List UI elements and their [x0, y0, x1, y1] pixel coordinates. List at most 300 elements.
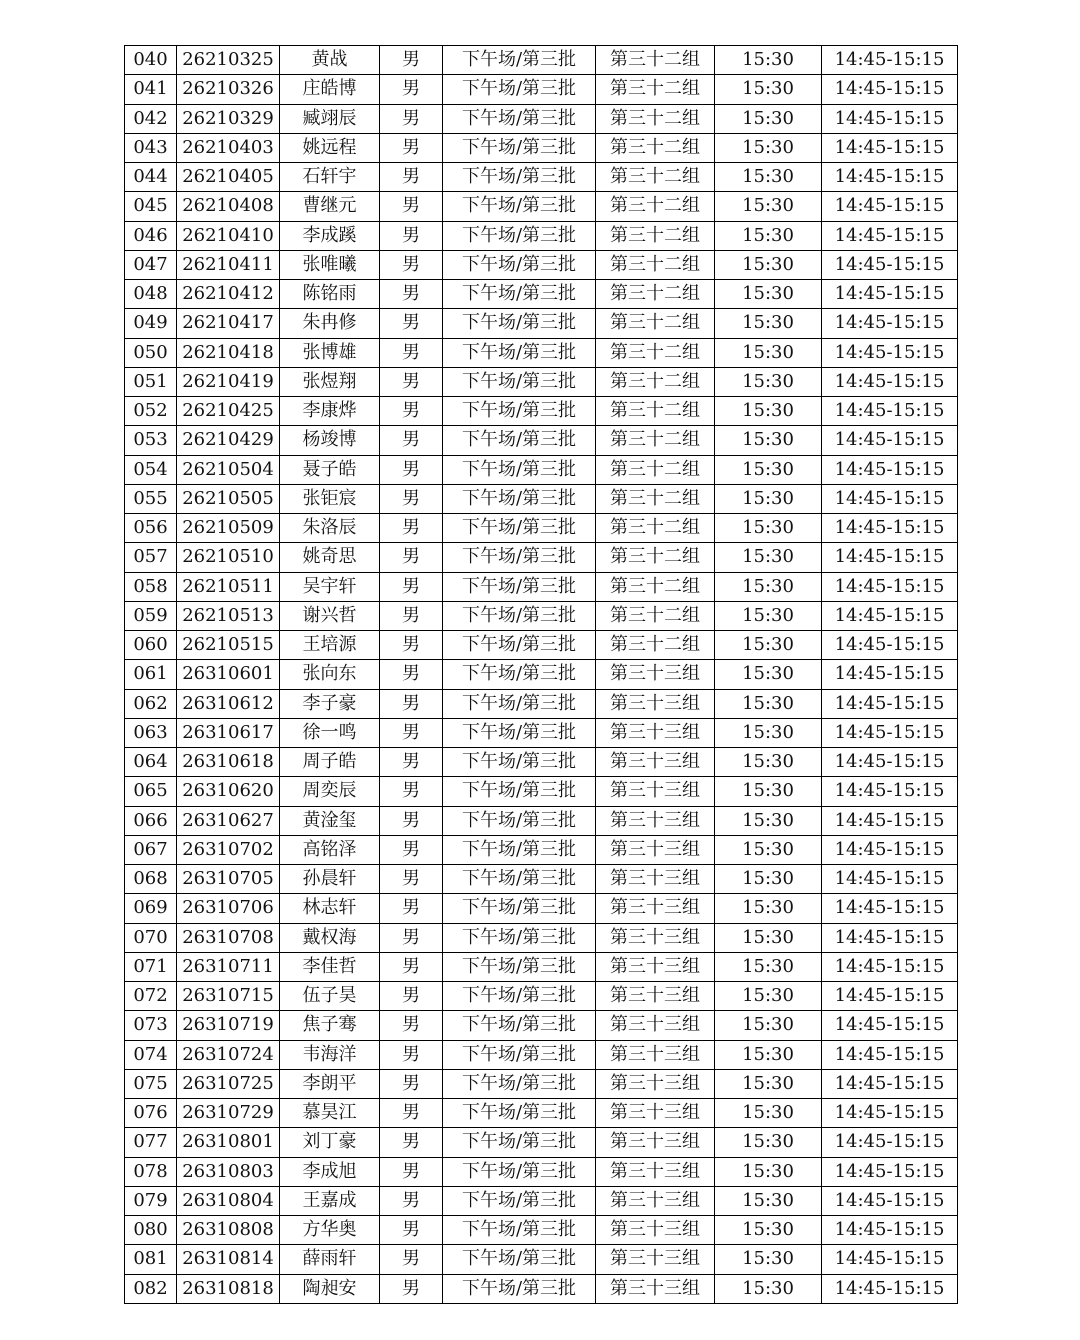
name-cell: 臧翊辰: [280, 104, 380, 133]
seq-cell: 043: [125, 133, 177, 162]
group-cell: 第三十二组: [596, 104, 715, 133]
name-cell: 慕昊江: [280, 1099, 380, 1128]
candidate-id-cell: 26210509: [177, 514, 280, 543]
time-cell: 15:30: [715, 923, 822, 952]
checkin-window-cell: 14:45-15:15: [822, 338, 958, 367]
table-row: [125, 455, 958, 484]
table-row: [125, 426, 958, 455]
gender-cell: 男: [380, 1040, 443, 1069]
seq-cell: 064: [125, 748, 177, 777]
name-cell: 朱洛辰: [280, 514, 380, 543]
gender-cell: 男: [380, 982, 443, 1011]
name-cell: 黄淦玺: [280, 806, 380, 835]
time-cell: 15:30: [715, 894, 822, 923]
name-cell: 李成旭: [280, 1157, 380, 1186]
table-row: [125, 748, 958, 777]
session-cell: 下午场/第三批: [443, 572, 596, 601]
seq-cell: 075: [125, 1069, 177, 1098]
table-row: [125, 309, 958, 338]
candidate-id-cell: 26310725: [177, 1069, 280, 1098]
group-cell: 第三十二组: [596, 367, 715, 396]
schedule-table: [124, 45, 958, 1304]
checkin-window-cell: 14:45-15:15: [822, 367, 958, 396]
time-cell: 15:30: [715, 1040, 822, 1069]
session-cell: 下午场/第三批: [443, 543, 596, 572]
table-row: [125, 1099, 958, 1128]
group-cell: 第三十三组: [596, 1157, 715, 1186]
name-cell: 李佳哲: [280, 952, 380, 981]
time-cell: 15:30: [715, 367, 822, 396]
candidate-id-cell: 26210515: [177, 631, 280, 660]
checkin-window-cell: 14:45-15:15: [822, 455, 958, 484]
seq-cell: 061: [125, 660, 177, 689]
name-cell: 吴宇轩: [280, 572, 380, 601]
table-row: [125, 367, 958, 396]
seq-cell: 057: [125, 543, 177, 572]
seq-cell: 059: [125, 601, 177, 630]
seq-cell: 049: [125, 309, 177, 338]
name-cell: 周奕辰: [280, 777, 380, 806]
seq-cell: 069: [125, 894, 177, 923]
table-row: [125, 484, 958, 513]
name-cell: 李成蹊: [280, 221, 380, 250]
group-cell: 第三十二组: [596, 75, 715, 104]
seq-cell: 062: [125, 689, 177, 718]
group-cell: 第三十三组: [596, 1245, 715, 1274]
seq-cell: 048: [125, 280, 177, 309]
candidate-id-cell: 26210511: [177, 572, 280, 601]
seq-cell: 055: [125, 484, 177, 513]
group-cell: 第三十三组: [596, 777, 715, 806]
name-cell: 谢兴哲: [280, 601, 380, 630]
gender-cell: 男: [380, 1186, 443, 1215]
group-cell: 第三十二组: [596, 514, 715, 543]
group-cell: 第三十三组: [596, 865, 715, 894]
gender-cell: 男: [380, 338, 443, 367]
checkin-window-cell: 14:45-15:15: [822, 543, 958, 572]
seq-cell: 063: [125, 718, 177, 747]
candidate-id-cell: 26310715: [177, 982, 280, 1011]
schedule-table-container: [124, 45, 957, 1304]
table-row: [125, 75, 958, 104]
candidate-id-cell: 26210408: [177, 192, 280, 221]
group-cell: 第三十三组: [596, 1186, 715, 1215]
candidate-id-cell: 26210412: [177, 280, 280, 309]
checkin-window-cell: 14:45-15:15: [822, 952, 958, 981]
gender-cell: 男: [380, 748, 443, 777]
seq-cell: 078: [125, 1157, 177, 1186]
group-cell: 第三十二组: [596, 601, 715, 630]
time-cell: 15:30: [715, 952, 822, 981]
name-cell: 周子皓: [280, 748, 380, 777]
checkin-window-cell: 14:45-15:15: [822, 923, 958, 952]
gender-cell: 男: [380, 484, 443, 513]
checkin-window-cell: 14:45-15:15: [822, 426, 958, 455]
session-cell: 下午场/第三批: [443, 689, 596, 718]
group-cell: 第三十三组: [596, 1069, 715, 1098]
group-cell: 第三十二组: [596, 543, 715, 572]
seq-cell: 070: [125, 923, 177, 952]
name-cell: 林志轩: [280, 894, 380, 923]
table-row: [125, 46, 958, 75]
session-cell: 下午场/第三批: [443, 250, 596, 279]
time-cell: 15:30: [715, 660, 822, 689]
session-cell: 下午场/第三批: [443, 835, 596, 864]
table-row: [125, 1274, 958, 1303]
checkin-window-cell: 14:45-15:15: [822, 631, 958, 660]
seq-cell: 042: [125, 104, 177, 133]
session-cell: 下午场/第三批: [443, 192, 596, 221]
time-cell: 15:30: [715, 777, 822, 806]
candidate-id-cell: 26310708: [177, 923, 280, 952]
gender-cell: 男: [380, 163, 443, 192]
seq-cell: 077: [125, 1128, 177, 1157]
checkin-window-cell: 14:45-15:15: [822, 865, 958, 894]
session-cell: 下午场/第三批: [443, 894, 596, 923]
table-row: [125, 250, 958, 279]
session-cell: 下午场/第三批: [443, 46, 596, 75]
session-cell: 下午场/第三批: [443, 660, 596, 689]
checkin-window-cell: 14:45-15:15: [822, 133, 958, 162]
name-cell: 焦子骞: [280, 1011, 380, 1040]
time-cell: 15:30: [715, 601, 822, 630]
seq-cell: 053: [125, 426, 177, 455]
table-row: [125, 1040, 958, 1069]
group-cell: 第三十二组: [596, 631, 715, 660]
checkin-window-cell: 14:45-15:15: [822, 718, 958, 747]
checkin-window-cell: 14:45-15:15: [822, 1040, 958, 1069]
session-cell: 下午场/第三批: [443, 1186, 596, 1215]
table-row: [125, 1011, 958, 1040]
name-cell: 李朗平: [280, 1069, 380, 1098]
candidate-id-cell: 26310627: [177, 806, 280, 835]
time-cell: 15:30: [715, 572, 822, 601]
table-row: [125, 894, 958, 923]
gender-cell: 男: [380, 426, 443, 455]
candidate-id-cell: 26210510: [177, 543, 280, 572]
name-cell: 石轩宇: [280, 163, 380, 192]
checkin-window-cell: 14:45-15:15: [822, 572, 958, 601]
session-cell: 下午场/第三批: [443, 104, 596, 133]
candidate-id-cell: 26210418: [177, 338, 280, 367]
session-cell: 下午场/第三批: [443, 367, 596, 396]
gender-cell: 男: [380, 1011, 443, 1040]
candidate-id-cell: 26310705: [177, 865, 280, 894]
table-row: [125, 777, 958, 806]
time-cell: 15:30: [715, 543, 822, 572]
gender-cell: 男: [380, 894, 443, 923]
checkin-window-cell: 14:45-15:15: [822, 163, 958, 192]
table-row: [125, 865, 958, 894]
table-row: [125, 280, 958, 309]
checkin-window-cell: 14:45-15:15: [822, 1011, 958, 1040]
checkin-window-cell: 14:45-15:15: [822, 280, 958, 309]
name-cell: 张唯曦: [280, 250, 380, 279]
candidate-id-cell: 26310804: [177, 1186, 280, 1215]
seq-cell: 046: [125, 221, 177, 250]
group-cell: 第三十三组: [596, 923, 715, 952]
group-cell: 第三十三组: [596, 748, 715, 777]
table-row: [125, 543, 958, 572]
checkin-window-cell: 14:45-15:15: [822, 689, 958, 718]
group-cell: 第三十二组: [596, 133, 715, 162]
gender-cell: 男: [380, 309, 443, 338]
checkin-window-cell: 14:45-15:15: [822, 1069, 958, 1098]
session-cell: 下午场/第三批: [443, 601, 596, 630]
candidate-id-cell: 26310818: [177, 1274, 280, 1303]
checkin-window-cell: 14:45-15:15: [822, 221, 958, 250]
name-cell: 朱冉修: [280, 309, 380, 338]
table-row: [125, 192, 958, 221]
checkin-window-cell: 14:45-15:15: [822, 601, 958, 630]
gender-cell: 男: [380, 689, 443, 718]
checkin-window-cell: 14:45-15:15: [822, 660, 958, 689]
gender-cell: 男: [380, 1157, 443, 1186]
candidate-id-cell: 26310803: [177, 1157, 280, 1186]
session-cell: 下午场/第三批: [443, 338, 596, 367]
session-cell: 下午场/第三批: [443, 806, 596, 835]
time-cell: 15:30: [715, 455, 822, 484]
gender-cell: 男: [380, 397, 443, 426]
time-cell: 15:30: [715, 1128, 822, 1157]
name-cell: 徐一鸣: [280, 718, 380, 747]
name-cell: 李康烨: [280, 397, 380, 426]
table-row: [125, 660, 958, 689]
name-cell: 庄皓博: [280, 75, 380, 104]
group-cell: 第三十二组: [596, 46, 715, 75]
seq-cell: 076: [125, 1099, 177, 1128]
time-cell: 15:30: [715, 806, 822, 835]
seq-cell: 080: [125, 1216, 177, 1245]
gender-cell: 男: [380, 367, 443, 396]
gender-cell: 男: [380, 75, 443, 104]
seq-cell: 081: [125, 1245, 177, 1274]
group-cell: 第三十三组: [596, 1011, 715, 1040]
table-row: [125, 397, 958, 426]
name-cell: 孙晨轩: [280, 865, 380, 894]
gender-cell: 男: [380, 1099, 443, 1128]
group-cell: 第三十三组: [596, 835, 715, 864]
candidate-id-cell: 26210410: [177, 221, 280, 250]
checkin-window-cell: 14:45-15:15: [822, 1157, 958, 1186]
name-cell: 高铭泽: [280, 835, 380, 864]
time-cell: 15:30: [715, 865, 822, 894]
candidate-id-cell: 26310719: [177, 1011, 280, 1040]
session-cell: 下午场/第三批: [443, 1099, 596, 1128]
gender-cell: 男: [380, 631, 443, 660]
name-cell: 戴权海: [280, 923, 380, 952]
group-cell: 第三十二组: [596, 484, 715, 513]
group-cell: 第三十三组: [596, 718, 715, 747]
name-cell: 李子豪: [280, 689, 380, 718]
seq-cell: 047: [125, 250, 177, 279]
group-cell: 第三十三组: [596, 1274, 715, 1303]
time-cell: 15:30: [715, 133, 822, 162]
table-row: [125, 1157, 958, 1186]
group-cell: 第三十二组: [596, 572, 715, 601]
gender-cell: 男: [380, 1128, 443, 1157]
session-cell: 下午场/第三批: [443, 163, 596, 192]
seq-cell: 058: [125, 572, 177, 601]
name-cell: 方华奥: [280, 1216, 380, 1245]
group-cell: 第三十三组: [596, 1040, 715, 1069]
name-cell: 薛雨轩: [280, 1245, 380, 1274]
seq-cell: 082: [125, 1274, 177, 1303]
candidate-id-cell: 26210405: [177, 163, 280, 192]
checkin-window-cell: 14:45-15:15: [822, 514, 958, 543]
session-cell: 下午场/第三批: [443, 455, 596, 484]
candidate-id-cell: 26310729: [177, 1099, 280, 1128]
session-cell: 下午场/第三批: [443, 923, 596, 952]
time-cell: 15:30: [715, 75, 822, 104]
session-cell: 下午场/第三批: [443, 1040, 596, 1069]
name-cell: 曹继元: [280, 192, 380, 221]
candidate-id-cell: 26210425: [177, 397, 280, 426]
group-cell: 第三十二组: [596, 163, 715, 192]
checkin-window-cell: 14:45-15:15: [822, 1099, 958, 1128]
name-cell: 杨竣博: [280, 426, 380, 455]
checkin-window-cell: 14:45-15:15: [822, 250, 958, 279]
gender-cell: 男: [380, 601, 443, 630]
gender-cell: 男: [380, 192, 443, 221]
seq-cell: 054: [125, 455, 177, 484]
schedule-table-body: [125, 46, 958, 1304]
gender-cell: 男: [380, 280, 443, 309]
table-row: [125, 718, 958, 747]
table-row: [125, 514, 958, 543]
time-cell: 15:30: [715, 338, 822, 367]
group-cell: 第三十三组: [596, 894, 715, 923]
candidate-id-cell: 26310724: [177, 1040, 280, 1069]
session-cell: 下午场/第三批: [443, 514, 596, 543]
group-cell: 第三十三组: [596, 1128, 715, 1157]
candidate-id-cell: 26210419: [177, 367, 280, 396]
table-row: [125, 631, 958, 660]
seq-cell: 073: [125, 1011, 177, 1040]
time-cell: 15:30: [715, 631, 822, 660]
group-cell: 第三十二组: [596, 397, 715, 426]
checkin-window-cell: 14:45-15:15: [822, 397, 958, 426]
gender-cell: 男: [380, 1274, 443, 1303]
gender-cell: 男: [380, 835, 443, 864]
seq-cell: 079: [125, 1186, 177, 1215]
table-row: [125, 982, 958, 1011]
table-row: [125, 952, 958, 981]
table-row: [125, 338, 958, 367]
session-cell: 下午场/第三批: [443, 865, 596, 894]
gender-cell: 男: [380, 952, 443, 981]
session-cell: 下午场/第三批: [443, 426, 596, 455]
checkin-window-cell: 14:45-15:15: [822, 1245, 958, 1274]
gender-cell: 男: [380, 250, 443, 279]
gender-cell: 男: [380, 514, 443, 543]
group-cell: 第三十三组: [596, 952, 715, 981]
group-cell: 第三十二组: [596, 221, 715, 250]
seq-cell: 067: [125, 835, 177, 864]
session-cell: 下午场/第三批: [443, 1011, 596, 1040]
time-cell: 15:30: [715, 46, 822, 75]
seq-cell: 066: [125, 806, 177, 835]
group-cell: 第三十三组: [596, 806, 715, 835]
time-cell: 15:30: [715, 1069, 822, 1098]
group-cell: 第三十三组: [596, 689, 715, 718]
seq-cell: 051: [125, 367, 177, 396]
candidate-id-cell: 26310706: [177, 894, 280, 923]
checkin-window-cell: 14:45-15:15: [822, 748, 958, 777]
seq-cell: 044: [125, 163, 177, 192]
seq-cell: 074: [125, 1040, 177, 1069]
candidate-id-cell: 26210417: [177, 309, 280, 338]
candidate-id-cell: 26310620: [177, 777, 280, 806]
group-cell: 第三十二组: [596, 280, 715, 309]
table-row: [125, 1069, 958, 1098]
seq-cell: 041: [125, 75, 177, 104]
gender-cell: 男: [380, 660, 443, 689]
name-cell: 张煜翔: [280, 367, 380, 396]
candidate-id-cell: 26310808: [177, 1216, 280, 1245]
candidate-id-cell: 26310814: [177, 1245, 280, 1274]
time-cell: 15:30: [715, 192, 822, 221]
group-cell: 第三十二组: [596, 426, 715, 455]
session-cell: 下午场/第三批: [443, 133, 596, 162]
session-cell: 下午场/第三批: [443, 748, 596, 777]
checkin-window-cell: 14:45-15:15: [822, 982, 958, 1011]
name-cell: 陈铭雨: [280, 280, 380, 309]
time-cell: 15:30: [715, 982, 822, 1011]
checkin-window-cell: 14:45-15:15: [822, 46, 958, 75]
seq-cell: 060: [125, 631, 177, 660]
candidate-id-cell: 26310702: [177, 835, 280, 864]
gender-cell: 男: [380, 1216, 443, 1245]
candidate-id-cell: 26210504: [177, 455, 280, 484]
session-cell: 下午场/第三批: [443, 1157, 596, 1186]
checkin-window-cell: 14:45-15:15: [822, 1274, 958, 1303]
table-row: [125, 1128, 958, 1157]
checkin-window-cell: 14:45-15:15: [822, 484, 958, 513]
name-cell: 聂子皓: [280, 455, 380, 484]
session-cell: 下午场/第三批: [443, 280, 596, 309]
candidate-id-cell: 26210403: [177, 133, 280, 162]
table-row: [125, 835, 958, 864]
candidate-id-cell: 26310601: [177, 660, 280, 689]
checkin-window-cell: 14:45-15:15: [822, 806, 958, 835]
gender-cell: 男: [380, 572, 443, 601]
session-cell: 下午场/第三批: [443, 484, 596, 513]
gender-cell: 男: [380, 46, 443, 75]
candidate-id-cell: 26210513: [177, 601, 280, 630]
name-cell: 黄战: [280, 46, 380, 75]
time-cell: 15:30: [715, 426, 822, 455]
seq-cell: 045: [125, 192, 177, 221]
seq-cell: 056: [125, 514, 177, 543]
time-cell: 15:30: [715, 514, 822, 543]
time-cell: 15:30: [715, 748, 822, 777]
session-cell: 下午场/第三批: [443, 75, 596, 104]
gender-cell: 男: [380, 221, 443, 250]
time-cell: 15:30: [715, 1274, 822, 1303]
name-cell: 张向东: [280, 660, 380, 689]
name-cell: 韦海洋: [280, 1040, 380, 1069]
name-cell: 伍子昊: [280, 982, 380, 1011]
time-cell: 15:30: [715, 718, 822, 747]
gender-cell: 男: [380, 543, 443, 572]
candidate-id-cell: 26310801: [177, 1128, 280, 1157]
gender-cell: 男: [380, 133, 443, 162]
time-cell: 15:30: [715, 1099, 822, 1128]
group-cell: 第三十二组: [596, 309, 715, 338]
group-cell: 第三十三组: [596, 982, 715, 1011]
gender-cell: 男: [380, 777, 443, 806]
